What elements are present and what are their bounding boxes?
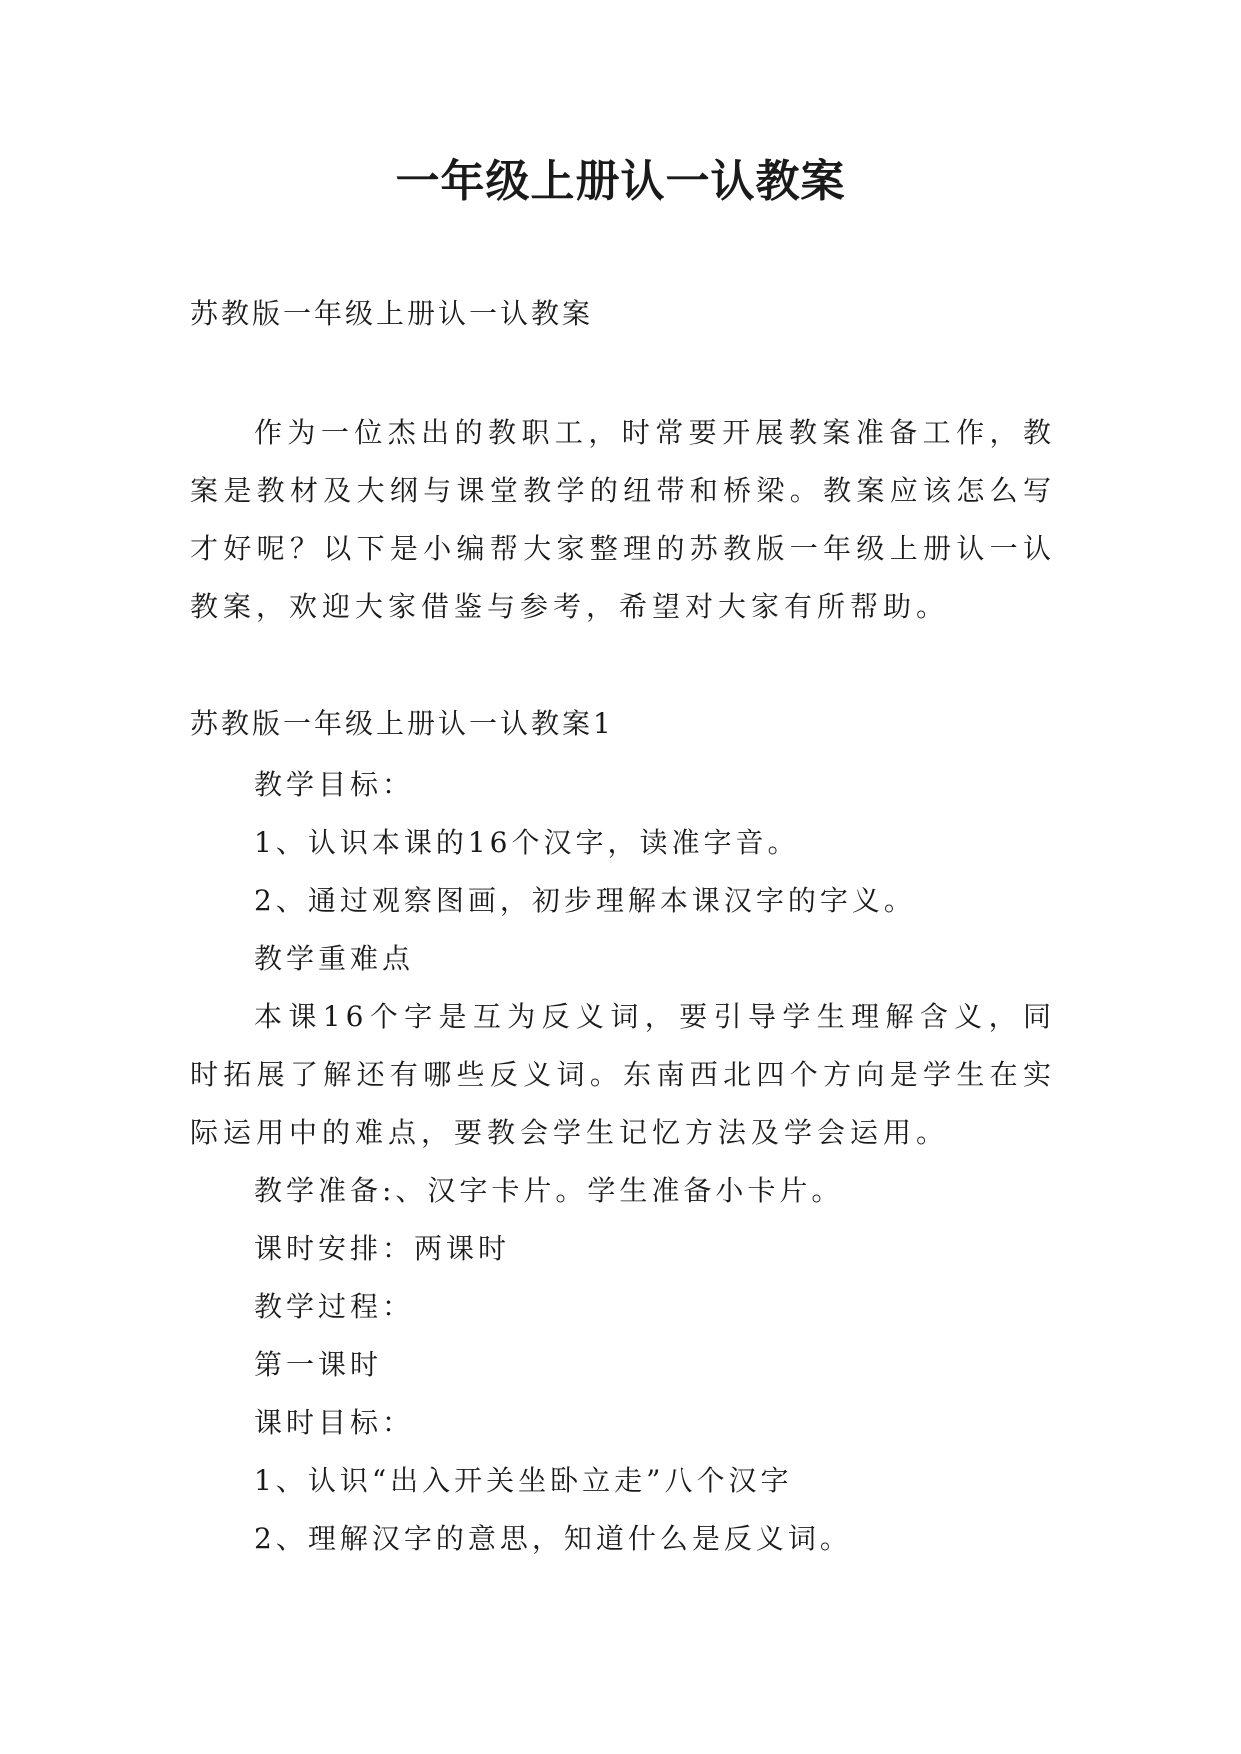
section-heading: 苏教版一年级上册认一认教案1 (190, 707, 614, 740)
lesson-goal-item: 2、理解汉字的意思，知道什么是反义词。 (254, 1522, 852, 1555)
lesson-plan-body (190, 756, 1056, 1568)
lesson-goals-label: 课时目标： (254, 1406, 415, 1439)
lesson-goal-item: 1、认识“出入开关坐卧立走”八个汉字 (254, 1464, 793, 1497)
teaching-preparation: 教学准备:、汉字卡片。学生准备小卡片。 (254, 1174, 844, 1207)
teaching-process-label: 教学过程： (254, 1290, 415, 1323)
key-points-paragraph: 本课16个字是互为反义词，要引导学生理解含义，同时拓展了解还有哪些反义词。东南西北四个方向是学生在实际运用中的难点，要教会学生记忆方法及学会运用。 (190, 1000, 1056, 1149)
first-lesson-heading: 第一课时 (254, 1348, 383, 1381)
lesson-schedule: 课时安排：两课时 (254, 1232, 511, 1265)
teaching-goal-item: 2、通过观察图画，初步理解本课汉字的字义。 (254, 884, 916, 917)
teaching-goal-item: 1、认识本课的16个汉字，读准字音。 (254, 826, 800, 859)
document-subtitle: 苏教版一年级上册认一认教案 (190, 297, 594, 330)
key-points-label: 教学重难点 (254, 942, 415, 975)
intro-paragraph: 作为一位杰出的教职工，时常要开展教案准备工作，教案是教材及大纲与课堂教学的纽带和桥梁。教案应该怎么写才好呢？以下是小编帮大家整理的苏教版一年级上册认一认教案，欢迎大家借鉴与参考，希望对大家有所帮助。 (190, 416, 1056, 623)
teaching-goals-label: 教学目标： (254, 768, 415, 801)
document-title: 一年级上册认一认教案 (395, 156, 846, 207)
